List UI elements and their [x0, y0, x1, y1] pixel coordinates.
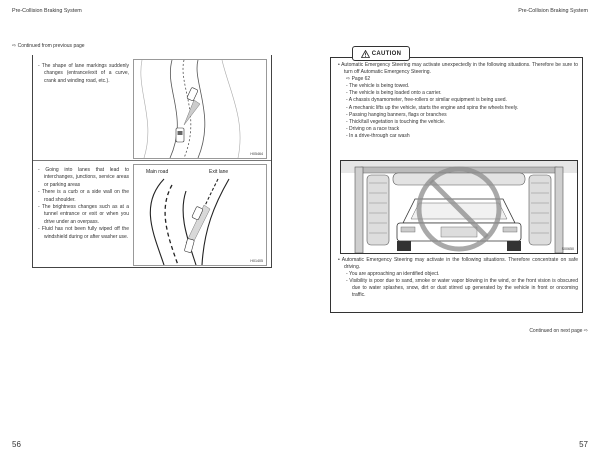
left-page-number: 56: [12, 440, 21, 449]
list-item: - A mechanic lifts up the vehicle, starts the engine and spins the wheels freely.: [346, 104, 519, 111]
continued-from-previous: ⇨ Continued from previous page: [12, 43, 85, 49]
caution-title: CAUTION: [371, 50, 402, 57]
list-item: - The shape of lane markings suddenly changes (entrance/exit of a curve, crank and winding road, etc.).: [38, 63, 129, 84]
list-item: - Visibility is poor due to sand, smoke or water vapor blowing in the wind, or the front vision is obscured due to water splashes, snow, dirt or dust stirred up generated by the vehicle in front or oncoming traffic.: [346, 278, 578, 299]
list-item: - You are approaching an identified object.: [346, 271, 440, 278]
lane-conditions-box: [32, 55, 272, 268]
car-wash-illustration: [341, 161, 577, 253]
caution-section1: [338, 62, 578, 140]
section1-text: [37, 63, 129, 85]
exit-lane-illustration: [134, 165, 266, 265]
right-page-header: Pre-Collision Braking System: [518, 8, 588, 14]
caution-badge: [352, 46, 410, 61]
caution-section2: [338, 257, 578, 300]
list-item: - In a drive-through car wash: [346, 132, 410, 139]
right-page-number: 57: [579, 440, 588, 449]
curve-road-illustration: [134, 60, 266, 158]
caution-bullet2: • Automatic Emergency Steering may activate in the following situations. Therefore concentrate on safe driving.: [338, 257, 578, 271]
list-item: - There is a curb or a side wall on the road shoulder.: [38, 189, 129, 203]
warning-triangle-icon: [361, 50, 370, 58]
figure-code: H01405: [250, 259, 263, 263]
page-reference: ⇨ Page 62: [346, 76, 371, 83]
figure-code: H05464: [250, 152, 263, 156]
list-item: - The brightness changes such as at a tunnel entrance or exit or when you drive under an overpass.: [38, 204, 129, 225]
list-item: - The vehicle is being loaded onto a carrier.: [346, 90, 442, 97]
exit-lane-label: Exit lane: [209, 169, 229, 175]
list-item: - Thick/tall vegetation is touching the vehicle.: [346, 118, 446, 125]
list-item: - Fluid has not been fully wiped off the windshield during or after washer use.: [38, 226, 129, 240]
left-page-header: Pre-Collision Braking System: [12, 8, 82, 14]
car-wash-figure: [340, 160, 578, 254]
figure-code: S00650: [561, 247, 574, 251]
caution-bullet1: • Automatic Emergency Steering may activate unexpectedly in the following situations. Therefore be sure to turn off Automatic Emergency Steering.: [338, 62, 578, 76]
section2-text: [37, 167, 129, 241]
continued-on-next: Continued on next page ⇨: [529, 328, 588, 334]
list-item: - Going into lanes that lead to interchanges, junctions, service areas or parking areas: [38, 167, 129, 188]
list-item: - Driving on a race track: [346, 125, 400, 132]
main-road-label: Main road: [146, 169, 169, 175]
exit-lane-figure: [133, 164, 267, 266]
curve-road-figure: [133, 59, 267, 159]
list-item: - Passing hanging banners, flags or branches: [346, 111, 447, 118]
list-item: - The vehicle is being towed.: [346, 83, 410, 90]
list-item: - A chassis dynamometer, free-rollers or similar equipment is being used.: [346, 97, 507, 104]
box-divider: [33, 160, 271, 161]
